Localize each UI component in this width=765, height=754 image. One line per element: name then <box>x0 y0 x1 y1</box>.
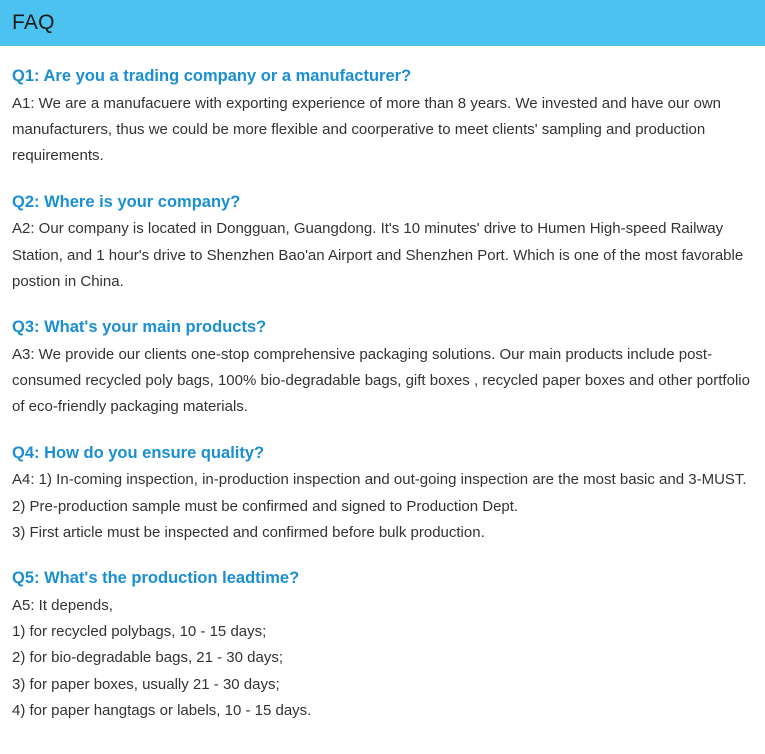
faq-question: Q2: Where is your company? <box>12 192 241 211</box>
faq-header-bar <box>0 0 765 46</box>
faq-item <box>12 566 751 724</box>
faq-answer-line: A5: It depends, <box>12 596 113 614</box>
faq-answer-line: A3: We provide our clients one-stop comprehensive packaging solutions. Our main products include post-consumed recycled poly bags, 100% bio-degradable bags, gift boxes , recycled paper boxes and other portfolio of eco-friendly packaging materials. <box>12 345 750 416</box>
faq-answer <box>12 342 751 421</box>
faq-answer-line: 3) First article must be inspected and confirmed before bulk production. <box>12 523 485 541</box>
faq-item <box>12 64 751 170</box>
faq-question: Q4: How do you ensure quality? <box>12 443 265 462</box>
faq-answer <box>12 593 751 724</box>
faq-item <box>12 315 751 421</box>
faq-answer-line: 2) Pre-production sample must be confirmed and signed to Production Dept. <box>12 497 519 515</box>
page-title: FAQ <box>12 11 55 34</box>
faq-answer-line: 2) for bio-degradable bags, 21 - 30 days; <box>12 649 284 667</box>
faq-answer-line: 4) for paper hangtags or labels, 10 - 15 days. <box>12 701 312 719</box>
faq-item <box>12 441 751 547</box>
faq-list <box>0 64 765 754</box>
faq-answer <box>12 467 751 546</box>
faq-answer-line: A2: Our company is located in Dongguan, Guangdong. It's 10 minutes' drive to Humen High-speed Railway Station, and 1 hour's drive to Shenzhen Bao'an Airport and Shenzhen Port. Which is one of the most favorable postion in China. <box>12 220 744 290</box>
faq-answer-line: A1: We are a manufacuere with exporting experience of more than 8 years. We invested and have our own manufacturers, thus we could be more flexible and coorperative to meet clients' sampling and production requirements. <box>12 94 722 165</box>
faq-answer-line: 1) for recycled polybags, 10 - 15 days; <box>12 623 267 640</box>
faq-item <box>12 190 751 296</box>
faq-question: Q3: What's your main products? <box>12 318 267 336</box>
faq-answer <box>12 91 751 170</box>
faq-answer-line: 3) for paper boxes, usually 21 - 30 days; <box>12 675 280 693</box>
faq-answer <box>12 216 751 295</box>
faq-question: Q5: What's the production leadtime? <box>12 569 300 587</box>
faq-question: Q1: Are you a trading company or a manufacturer? <box>12 67 412 85</box>
faq-answer-line: A4: 1) In-coming inspection, in-production inspection and out-going inspection are the most basic and 3-MUST. <box>12 471 747 489</box>
